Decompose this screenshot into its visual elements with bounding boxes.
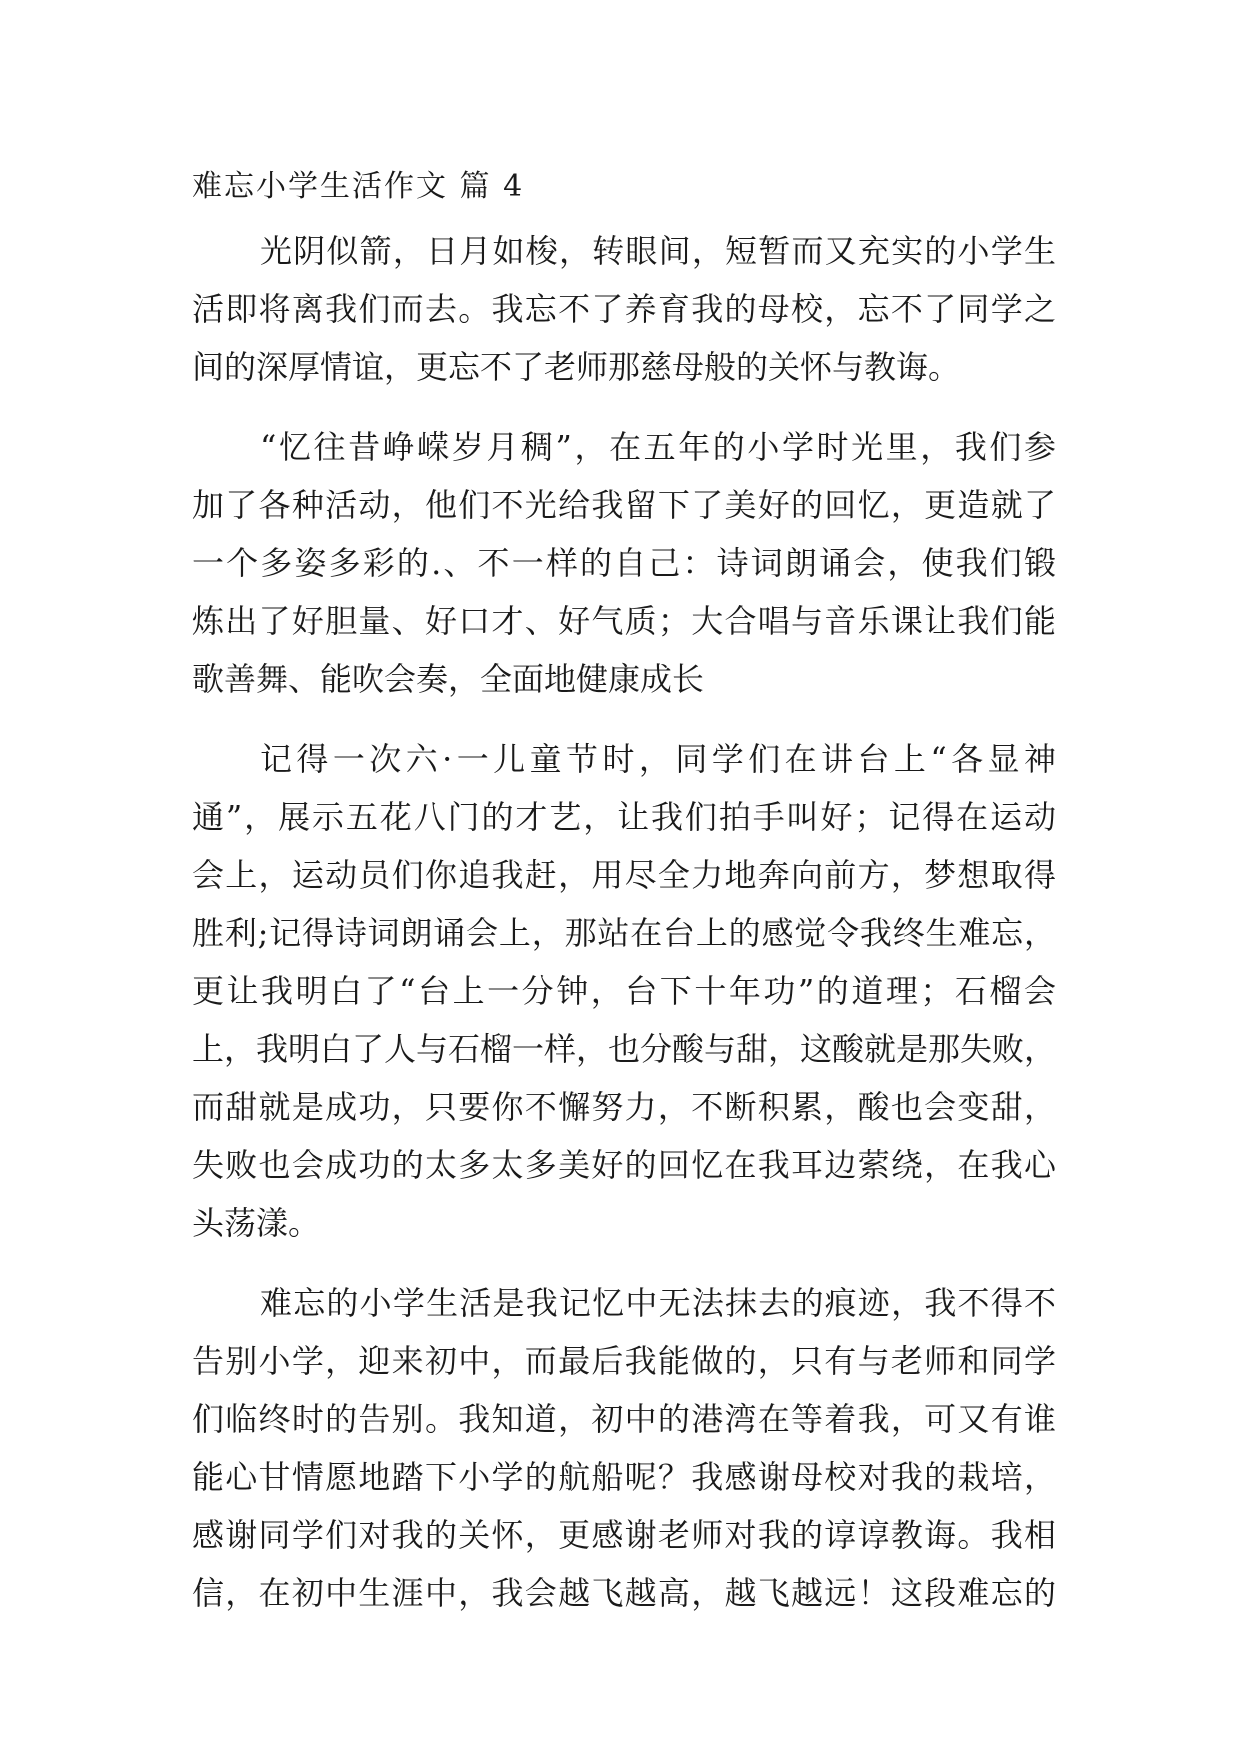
paragraph-4 [192, 1274, 1056, 1622]
text-line: 告别小学，迎来初中，而最后我能做的，只有与老师和同学 [192, 1342, 1056, 1380]
text-line: 头荡漾。 [192, 1204, 321, 1242]
text-line: “忆往昔峥嵘岁月稠”，在五年的小学时光里，我们参 [260, 428, 1056, 466]
text-line: 感谢同学们对我的关怀，更感谢老师对我的谆谆教诲。我相 [192, 1516, 1056, 1554]
text-line: 信，在初中生涯中，我会越飞越高，越飞越远！这段难忘的 [192, 1574, 1056, 1612]
text-line: 活即将离我们而去。我忘不了养育我的母校，忘不了同学之 [192, 290, 1056, 328]
text-line: 会上，运动员们你追我赶，用尽全力地奔向前方，梦想取得 [192, 856, 1056, 894]
text-line: 间的深厚情谊，更忘不了老师那慈母般的关怀与教诲。 [192, 348, 961, 386]
text-line: 一个多姿多彩的.、不一样的自己：诗词朗诵会，使我们锻 [192, 544, 1056, 582]
text-line: 失败也会成功的太多太多美好的回忆在我耳边萦绕，在我心 [192, 1146, 1056, 1184]
text-line: 上，我明白了人与石榴一样，也分酸与甜，这酸就是那失败， [192, 1030, 1057, 1068]
text-line: 难忘的小学生活是我记忆中无法抹去的痕迹，我不得不 [260, 1284, 1056, 1322]
text-line: 而甜就是成功，只要你不懈努力，不断积累，酸也会变甜， [192, 1088, 1056, 1126]
text-line: 歌善舞、能吹会奏，全面地健康成长 [192, 660, 705, 698]
text-line: 胜利;记得诗词朗诵会上，那站在台上的感觉令我终生难忘， [192, 914, 1056, 952]
text-line: 更让我明白了“台上一分钟，台下十年功”的道理；石榴会 [192, 972, 1056, 1010]
text-line: 光阴似箭，日月如梭，转眼间，短暂而又充实的小学生 [260, 232, 1056, 270]
paragraph-1 [192, 222, 1056, 396]
paragraph-3 [192, 730, 1056, 1252]
document-body [192, 222, 1056, 1644]
document-title: 难忘小学生活作文 篇 4 [192, 169, 525, 204]
paragraph-2 [192, 418, 1056, 708]
text-line: 通”，展示五花八门的才艺，让我们拍手叫好；记得在运动 [192, 798, 1056, 836]
text-line: 记得一次六·一儿童节时，同学们在讲台上“各显神 [260, 740, 1056, 778]
text-line: 能心甘情愿地踏下小学的航船呢？我感谢母校对我的栽培， [192, 1458, 1056, 1496]
text-line: 加了各种活动，他们不光给我留下了美好的回忆，更造就了 [192, 486, 1056, 524]
text-line: 们临终时的告别。我知道，初中的港湾在等着我，可又有谁 [192, 1400, 1056, 1438]
text-line: 炼出了好胆量、好口才、好气质；大合唱与音乐课让我们能 [192, 602, 1056, 640]
